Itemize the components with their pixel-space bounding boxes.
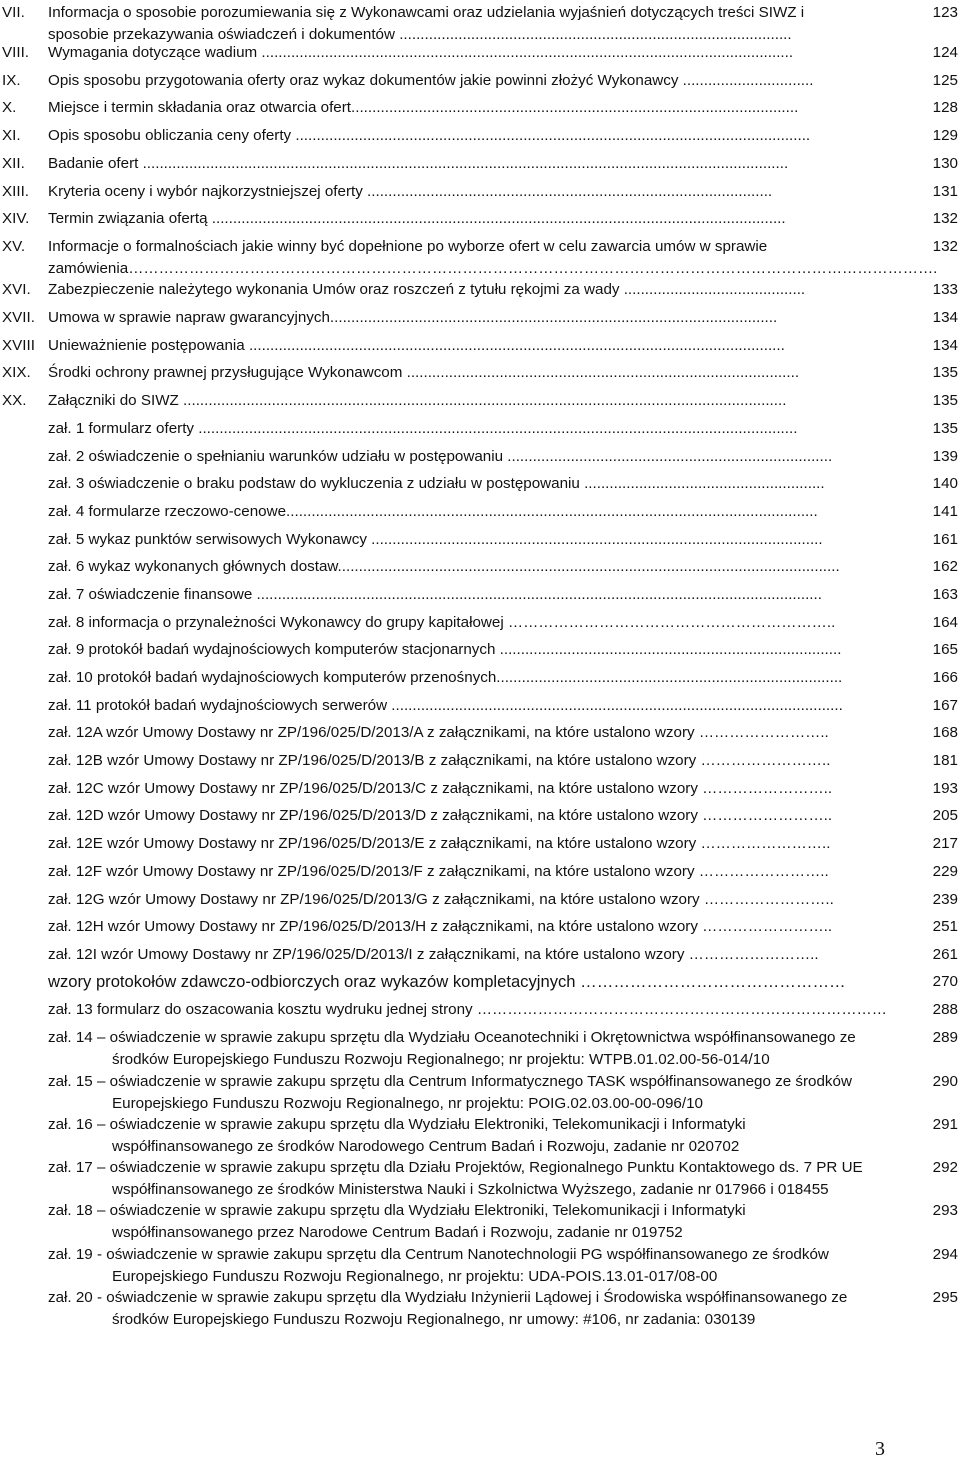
toc-entry-number: X. xyxy=(2,99,17,116)
toc-entry-number: XVII. xyxy=(2,309,35,326)
toc-entry-number: XVIII xyxy=(2,337,35,354)
toc-entry-title: zał. 5 wykaz punktów serwisowych Wykonawcy ........................................................................................................... xyxy=(48,531,823,548)
toc-entry-page: 164 xyxy=(932,614,958,631)
toc-entry-title: zał. 15 – oświadczenie w sprawie zakupu sprzętu dla Centrum Informatycznego TASK współfinansowanego ze środków xyxy=(48,1073,852,1090)
toc-entry-title: zał. 18 – oświadczenie w sprawie zakupu sprzętu dla Wydziału Elektroniki, Telekomunikacji i Informatyki xyxy=(48,1202,746,1219)
toc-entry-title: Opis sposobu przygotowania oferty oraz wykaz dokumentów jakie powinni złożyć Wykonawcy ............................... xyxy=(48,72,814,89)
toc-entry-page: 295 xyxy=(932,1289,958,1306)
toc-entry-title-continued: współfinansowanego przez Narodowe Centrum Badań i Rozwoju, zadanie nr 019752 xyxy=(112,1224,683,1241)
toc-entry-page: 163 xyxy=(932,586,958,603)
toc-entry-title: zał. 19 - oświadczenie w sprawie zakupu sprzętu dla Centrum Nanotechnologii PG współfinansowanego ze środków xyxy=(48,1246,829,1263)
toc-entry-title: zał. 1 formularz oferty .............................................................................................................................................. xyxy=(48,420,798,437)
toc-entry-number: VII. xyxy=(2,4,25,21)
toc-entry-title: zał. 14 – oświadczenie w sprawie zakupu sprzętu dla Wydziału Oceanotechniki i Okrętownictwa współfinansowanego ze xyxy=(48,1029,856,1046)
toc-entry-number: XI. xyxy=(2,127,21,144)
toc-entry-title: zał. 13 formularz do oszacowania kosztu wydruku jednej strony ……………………………………………………………………… xyxy=(48,1001,887,1018)
toc-entry-title: wzory protokołów zdawczo-odbiorczych oraz wykazów kompletacyjnych ………………………………………… xyxy=(48,972,846,991)
toc-entry-page: 162 xyxy=(932,558,958,575)
toc-entry-page: 292 xyxy=(932,1159,958,1176)
toc-entry-number: XX. xyxy=(2,392,27,409)
toc-entry-title: zał. 12D wzór Umowy Dostawy nr ZP/196/025/D/2013/D z załącznikami, na które ustalono wzory …………………….. xyxy=(48,807,833,824)
toc-entry-page: 288 xyxy=(932,1001,958,1018)
toc-entry-title: Opis sposobu obliczania ceny oferty .......................................................................................................................... xyxy=(48,127,811,144)
toc-entry-title: zał. 4 formularze rzeczowo-cenowe.............................................................................................................................. xyxy=(48,503,818,520)
toc-entry-number: XVI. xyxy=(2,281,31,298)
toc-entry-title-continued: sposobie przekazywania oświadczeń i dokumentów ............................................................................................. xyxy=(48,26,792,43)
toc-entry-page: 135 xyxy=(932,420,958,437)
toc-entry-number: XIV. xyxy=(2,210,30,227)
toc-entry-page: 261 xyxy=(932,946,958,963)
toc-entry-page: 123 xyxy=(932,4,958,21)
toc-entry-page: 290 xyxy=(932,1073,958,1090)
toc-entry-page: 134 xyxy=(932,309,958,326)
toc-entry-page: 134 xyxy=(932,337,958,354)
toc-entry-page: 294 xyxy=(932,1246,958,1263)
toc-entry-title: Badanie ofert ......................................................................................................................................................... xyxy=(48,155,789,172)
toc-entry-title: zał. 16 – oświadczenie w sprawie zakupu sprzętu dla Wydziału Elektroniki, Telekomunikacji i Informatyki xyxy=(48,1116,746,1133)
toc-entry-page: 161 xyxy=(932,531,958,548)
toc-entry-number: XII. xyxy=(2,155,25,172)
toc-entry-page: 135 xyxy=(932,392,958,409)
toc-entry-title: zał. 12E wzór Umowy Dostawy nr ZP/196/025/D/2013/E z załącznikami, na które ustalono wzory …………………….. xyxy=(48,835,831,852)
toc-entry-page: 125 xyxy=(932,72,958,89)
toc-entry-title: zał. 20 - oświadczenie w sprawie zakupu sprzętu dla Wydziału Inżynierii Lądowej i Środowiska współfinansowanego ze xyxy=(48,1289,848,1306)
toc-entry-title: zał. 12H wzór Umowy Dostawy nr ZP/196/025/D/2013/H z załącznikami, na które ustalono wzory …………………….. xyxy=(48,918,833,935)
toc-entry-title: Środki ochrony prawnej przysługujące Wykonawcom ............................................................................................. xyxy=(48,364,800,381)
toc-entry-page: 129 xyxy=(932,127,958,144)
toc-entry-title-continued: Europejskiego Funduszu Rozwoju Regionalnego, nr projektu: UDA-POIS.13.01-017/08-00 xyxy=(112,1268,718,1285)
toc-entry-title: Kryteria oceny i wybór najkorzystniejszej oferty ................................................................................................ xyxy=(48,183,773,200)
toc-entry-page: 239 xyxy=(932,891,958,908)
toc-entry-page: 167 xyxy=(932,697,958,714)
toc-entry-page: 128 xyxy=(932,99,958,116)
toc-entry-number: XIII. xyxy=(2,183,30,200)
toc-entry-title: zał. 2 oświadczenie o spełnianiu warunków udziału w postępowaniu ............................................................................. xyxy=(48,448,833,465)
toc-entry-page: 132 xyxy=(932,210,958,227)
toc-entry-title: zał. 10 protokół badań wydajnościowych komputerów przenośnych.................................................................................. xyxy=(48,669,843,686)
toc-entry-title: Termin związania ofertą ........................................................................................................................................ xyxy=(48,210,786,227)
toc-entry-page: 217 xyxy=(932,835,958,852)
toc-entry-page: 132 xyxy=(932,238,958,255)
toc-entry-title: zał. 12G wzór Umowy Dostawy nr ZP/196/025/D/2013/G z załącznikami, na które ustalono wzory …………………….. xyxy=(48,891,834,908)
toc-entry-number: VIII. xyxy=(2,44,30,61)
page-number: 3 xyxy=(875,1438,885,1460)
toc-entry-title-continued: środków Europejskiego Funduszu Rozwoju Regionalnego, nr umowy: #106, nr zadania: 030139 xyxy=(112,1311,756,1328)
toc-entry-title: zał. 6 wykaz wykonanych głównych dostaw....................................................................................................................... xyxy=(48,558,840,575)
toc-entry-title: Załączniki do SIWZ ............................................................................................................................................... xyxy=(48,392,787,409)
toc-entry-page: 141 xyxy=(932,503,958,520)
toc-entry-title: Informacja o sposobie porozumiewania się z Wykonawcami oraz udzielania wyjaśnień dotyczących treści SIWZ i xyxy=(48,4,805,21)
toc-entry-title: zał. 12B wzór Umowy Dostawy nr ZP/196/025/D/2013/B z załącznikami, na które ustalono wzory …………………….. xyxy=(48,752,831,769)
toc-entry-title: zał. 7 oświadczenie finansowe ...................................................................................................................................... xyxy=(48,586,822,603)
toc-entry-title: Zabezpieczenie należytego wykonania Umów oraz roszczeń z tytułu rękojmi za wady ........................................... xyxy=(48,281,806,298)
toc-entry-title: zał. 12C wzór Umowy Dostawy nr ZP/196/025/D/2013/C z załącznikami, na które ustalono wzory …………………….. xyxy=(48,780,833,797)
toc-entry-title: zał. 17 – oświadczenie w sprawie zakupu sprzętu dla Działu Projektów, Regionalnego Punktu Kontaktowego ds. 7 PR UE xyxy=(48,1159,863,1176)
toc-entry-title: Informacje o formalnościach jakie winny być dopełnione po wyborze ofert w celu zawarcia umów w sprawie xyxy=(48,238,768,255)
toc-entry-page: 181 xyxy=(932,752,958,769)
toc-entry-title-continued: zamówienia……………………………………………………………………………………………………………………………………………. xyxy=(48,260,938,277)
toc-entry-page: 124 xyxy=(932,44,958,61)
toc-entry-page: 140 xyxy=(932,475,958,492)
toc-entry-title-continued: współfinansowanego ze środków Narodowego Centrum Badań i Rozwoju, zadanie nr 020702 xyxy=(112,1138,740,1155)
toc-entry-number: XV. xyxy=(2,238,26,255)
toc-entry-page: 251 xyxy=(932,918,958,935)
toc-entry-title-continued: środków Europejskiego Funduszu Rozwoju Regionalnego; nr projektu: WTPB.01.02.00-56-014/10 xyxy=(112,1051,770,1068)
toc-entry-page: 229 xyxy=(932,863,958,880)
toc-entry-page: 193 xyxy=(932,780,958,797)
toc-entry-page: 293 xyxy=(932,1202,958,1219)
toc-entry-title: zał. 12A wzór Umowy Dostawy nr ZP/196/025/D/2013/A z załącznikami, na które ustalono wzory …………………….. xyxy=(48,724,829,741)
toc-entry-title: zał. 3 oświadczenie o braku podstaw do wykluczenia z udziału w postępowaniu ......................................................... xyxy=(48,475,825,492)
toc-entry-page: 168 xyxy=(932,724,958,741)
toc-entry-page: 133 xyxy=(932,281,958,298)
toc-entry-title: Umowa w sprawie napraw gwarancyjnych.......................................................................................................... xyxy=(48,309,778,326)
toc-entry-title: zał. 12F wzór Umowy Dostawy nr ZP/196/025/D/2013/F z załącznikami, na które ustalono wzory …………………….. xyxy=(48,863,829,880)
toc-entry-page: 139 xyxy=(932,448,958,465)
toc-entry-page: 270 xyxy=(932,973,958,990)
toc-entry-page: 291 xyxy=(932,1116,958,1133)
toc-entry-title: zał. 11 protokół badań wydajnościowych serwerów ........................................................................................................... xyxy=(48,697,843,714)
toc-entry-page: 130 xyxy=(932,155,958,172)
toc-entry-page: 289 xyxy=(932,1029,958,1046)
toc-entry-title: zał. 9 protokół badań wydajnościowych komputerów stacjonarnych ................................................................................. xyxy=(48,641,842,658)
toc-entry-page: 205 xyxy=(932,807,958,824)
toc-entry-number: XIX. xyxy=(2,364,31,381)
toc-entry-page: 166 xyxy=(932,669,958,686)
toc-entry-page: 165 xyxy=(932,641,958,658)
toc-entry-title: Miejsce i termin składania oraz otwarcia ofert.......................................................................................................... xyxy=(48,99,799,116)
toc-entry-title: zał. 8 informacja o przynależności Wykonawcy do grupy kapitałowej ……………………………………………………….. xyxy=(48,614,836,631)
toc-entry-title-continued: Europejskiego Funduszu Rozwoju Regionalnego, nr projektu: POIG.02.03.00-00-096/10 xyxy=(112,1095,703,1112)
toc-entry-title: Wymagania dotyczące wadium .............................................................................................................................. xyxy=(48,44,794,61)
toc-entry-title: Unieważnienie postępowania ............................................................................................................................... xyxy=(48,337,785,354)
toc-entry-number: IX. xyxy=(2,72,21,89)
toc-entry-page: 135 xyxy=(932,364,958,381)
toc-entry-title: zał. 12I wzór Umowy Dostawy nr ZP/196/025/D/2013/I z załącznikami, na które ustalono wzory …………………….. xyxy=(48,946,819,963)
toc-entry-page: 131 xyxy=(932,183,958,200)
toc-entry-title-continued: współfinansowanego ze środków Ministerstwa Nauki i Szkolnictwa Wyższego, zadanie nr 017966 i 018455 xyxy=(112,1181,829,1198)
